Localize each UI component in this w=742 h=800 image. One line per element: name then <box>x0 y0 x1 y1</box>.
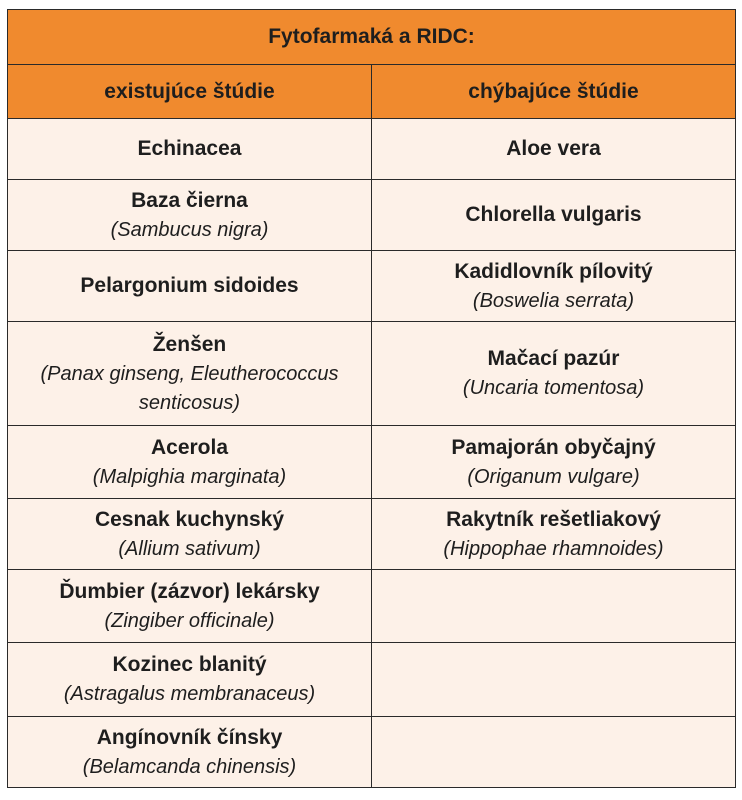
latin-name: (Belamcanda chinensis) <box>82 755 297 778</box>
missing-study-cell <box>372 322 736 426</box>
plant-name: Echinacea <box>137 137 242 160</box>
phytopharmaceuticals-table <box>7 9 736 788</box>
existing-study-cell <box>8 251 372 322</box>
plant-name: Mačací pazúr <box>487 347 620 370</box>
table-title: Fytofarmaká a RIDC: <box>8 10 736 65</box>
latin-name: (Sambucus nigra) <box>110 218 269 241</box>
latin-name: (Malpighia marginata) <box>92 465 287 488</box>
existing-study-cell <box>8 643 372 717</box>
plant-name: Pamajorán obyčajný <box>451 435 656 459</box>
table-row <box>8 570 736 643</box>
column-header-missing-studies: chýbajúce štúdie <box>372 65 736 119</box>
plant-name: Kadidlovník pílovitý <box>454 259 653 283</box>
existing-study-cell <box>8 717 372 788</box>
column-header-existing-studies: existujúce štúdie <box>8 65 372 119</box>
latin-name: (Origanum vulgare) <box>467 465 640 488</box>
table-row <box>8 717 736 788</box>
plant-name: Kozinec blanitý <box>112 653 267 676</box>
existing-study-cell <box>8 570 372 643</box>
missing-study-cell-empty <box>372 643 736 717</box>
existing-study-cell <box>8 322 372 426</box>
table-row <box>8 499 736 570</box>
missing-study-cell <box>372 426 736 499</box>
table-row <box>8 322 736 426</box>
plant-name: Pelargonium sidoides <box>80 274 299 297</box>
table-row <box>8 426 736 499</box>
missing-study-cell <box>372 180 736 251</box>
table-row <box>8 643 736 717</box>
latin-name: (Hippophae rhamnoides) <box>443 537 664 560</box>
table-row <box>8 251 736 322</box>
table-row <box>8 119 736 180</box>
plant-name: Cesnak kuchynský <box>94 507 285 531</box>
existing-study-cell <box>8 180 372 251</box>
latin-name: (Allium sativum) <box>118 537 261 560</box>
existing-study-cell <box>8 499 372 570</box>
existing-study-cell <box>8 119 372 180</box>
plant-name: Chlorella vulgaris <box>465 203 642 226</box>
plant-name: Baza čierna <box>131 188 248 212</box>
plant-name: Rakytník rešetliakový <box>446 507 661 531</box>
latin-name: (Panax ginseng, Eleutherococcus senticosus) <box>40 362 339 414</box>
plant-name: Ďumbier (zázvor) lekársky <box>59 579 320 603</box>
table-row <box>8 180 736 251</box>
plant-name: Acerola <box>150 435 229 459</box>
latin-name: (Astragalus membranaceus) <box>63 683 316 705</box>
plant-name: Ženšen <box>152 332 227 356</box>
plant-name: Aloe vera <box>506 137 601 160</box>
missing-study-cell <box>372 251 736 322</box>
plant-name: Angínovník čínsky <box>96 725 283 749</box>
latin-name: (Zingiber officinale) <box>104 609 275 632</box>
missing-study-cell-empty <box>372 570 736 643</box>
latin-name: (Uncaria tomentosa) <box>462 377 645 399</box>
latin-name: (Boswelia serrata) <box>472 289 635 312</box>
missing-study-cell <box>372 119 736 180</box>
missing-study-cell <box>372 499 736 570</box>
existing-study-cell <box>8 426 372 499</box>
missing-study-cell-empty <box>372 717 736 788</box>
